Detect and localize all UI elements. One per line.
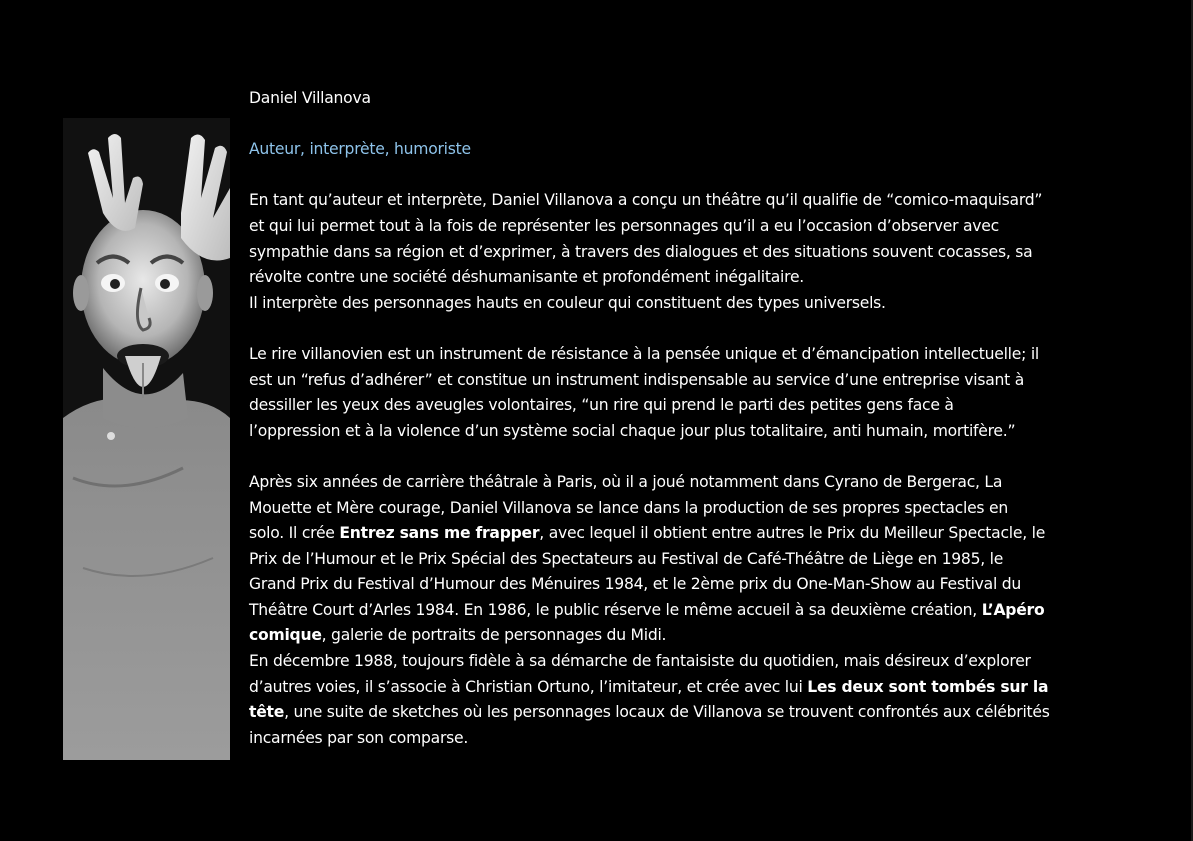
bio-text <box>249 86 1119 751</box>
text-fragment: d’autres voies, il s’associe à Christian Ortuno, l’imitateur, et crée avec lui <box>249 677 808 696</box>
show-title-apero: L’Apéro <box>981 600 1045 619</box>
text-fragment: Théâtre Court d’Arles 1984. En 1986, le public réserve le même accueil à sa deuxième création, <box>249 600 982 619</box>
paragraph-career <box>249 470 1119 752</box>
text-line: En tant qu’auteur et interprète, Daniel Villanova a conçu un théâtre qu’il qualifie de “comico-maquisard” <box>249 191 1043 210</box>
text-line: sympathie dans sa région et d’exprimer, à travers des dialogues et des situations souvent cocasses, sa <box>249 242 1033 261</box>
text-line: l’oppression et à la violence d’un système social chaque jour plus totalitaire, anti humain, mortifère.” <box>249 421 1016 440</box>
text-line: et qui lui permet tout à la fois de représenter les personnages qu’il a eu l’occasion d’observer avec <box>249 216 999 235</box>
portrait-photo-icon <box>63 118 230 760</box>
show-title-deux-cont: tête <box>249 703 285 722</box>
paragraph-intro <box>249 188 1119 316</box>
text-line: est un “refus d’adhérer” et constitue un instrument indispensable au service d’une entreprise visant à <box>249 370 1025 389</box>
text-line: En décembre 1988, toujours fidèle à sa démarche de fantaisiste du quotidien, mais désireux d’explorer <box>249 652 1031 671</box>
show-title-deux: Les deux sont tombés sur la <box>807 677 1049 696</box>
text-line: Mouette et Mère courage, Daniel Villanova se lance dans la production de ses propres spectacles en <box>249 498 1008 517</box>
show-title-entrez: Entrez sans me frapper <box>339 524 540 543</box>
text-line <box>249 675 1119 701</box>
text-line <box>249 598 1119 624</box>
text-fragment: , galerie de portraits de personnages du Midi. <box>321 626 667 645</box>
text-line: incarnées par son comparse. <box>249 728 469 747</box>
text-line: Le rire villanovien est un instrument de résistance à la pensée unique et d’émancipation intellectuelle; il <box>249 344 1039 363</box>
text-line: Après six années de carrière théâtrale à Paris, où il a joué notamment dans Cyrano de Bergerac, La <box>249 472 1003 491</box>
paragraph-rire <box>249 342 1119 444</box>
text-fragment: solo. Il crée <box>249 524 340 543</box>
text-line: Prix de l’Humour et le Prix Spécial des Spectateurs au Festival de Café-Théâtre de Liège en 1985, le <box>249 549 1004 568</box>
text-fragment: , une suite de sketches où les personnages locaux de Villanova se trouvent confrontés aux célébrités <box>284 703 1050 722</box>
page-title: Daniel Villanova <box>249 89 371 107</box>
text-line <box>249 700 1119 726</box>
text-line <box>249 521 1119 547</box>
portrait-photo <box>63 118 230 760</box>
text-line <box>249 623 1119 649</box>
text-line: Il interprète des personnages hauts en couleur qui constituent des types universels. <box>249 293 886 312</box>
text-line: Grand Prix du Festival d’Humour des Ménuires 1984, et le 2ème prix du One-Man-Show au Festival du <box>249 575 1022 594</box>
subtitle-role: Auteur, interprète, humoriste <box>249 140 471 159</box>
text-line: révolte contre une société déshumanisante et profondément inégalitaire. <box>249 268 804 287</box>
show-title-apero-cont: comique <box>249 626 322 645</box>
text-line: dessiller les yeux des aveugles volontaires, “un rire qui prend le parti des petites gens face à <box>249 396 954 415</box>
text-fragment: , avec lequel il obtient entre autres le Prix du Meilleur Spectacle, le <box>539 524 1046 543</box>
